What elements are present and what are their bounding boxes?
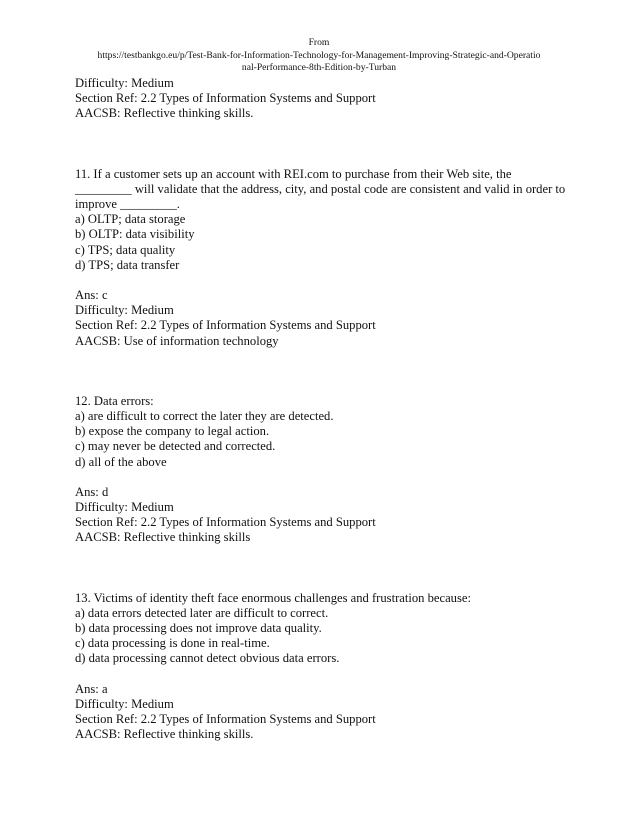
option-c: c) may never be detected and corrected. — [75, 439, 276, 454]
option-d: d) all of the above — [75, 454, 167, 469]
section-ref-line: Section Ref: 2.2 Types of Information Systems and Support — [75, 515, 376, 530]
difficulty-line: Difficulty: Medium — [75, 500, 174, 515]
option-d: d) TPS; data transfer — [75, 257, 180, 272]
option-c: c) data processing is done in real-time. — [75, 636, 270, 651]
option-b: b) OLTP: data visibility — [75, 227, 195, 242]
aacsb-line: AACSB: Reflective thinking skills — [75, 530, 251, 545]
source-header — [0, 37, 638, 75]
section-ref-line: Section Ref: 2.2 Types of Information Systems and Support — [75, 318, 376, 333]
option-a: a) data errors detected later are difficult to correct. — [75, 605, 329, 620]
question-stem-line: 13. Victims of identity theft face enormous challenges and frustration because: — [75, 590, 471, 605]
answer-line: Ans: a — [75, 681, 108, 696]
header-from-label: From — [308, 37, 330, 48]
question-11 — [75, 167, 575, 349]
option-d: d) data processing cannot detect obvious data errors. — [75, 651, 340, 666]
spacer — [75, 546, 575, 591]
document-body — [75, 76, 575, 743]
aacsb-line: AACSB: Use of information technology — [75, 333, 279, 348]
option-b: b) expose the company to legal action. — [75, 424, 270, 439]
question-stem-line: 12. Data errors: — [75, 393, 154, 408]
spacer — [75, 122, 575, 167]
question-13 — [75, 591, 575, 743]
spacer — [75, 349, 575, 394]
previous-question-meta — [75, 76, 575, 122]
difficulty-line: Difficulty: Medium — [75, 303, 174, 318]
header-url-line-2: nal-Performance-8th-Edition-by-Turban — [241, 62, 397, 73]
option-a: a) OLTP; data storage — [75, 212, 186, 227]
section-ref-line: Section Ref: 2.2 Types of Information Systems and Support — [75, 712, 376, 727]
aacsb-line: AACSB: Reflective thinking skills. — [75, 727, 254, 742]
question-12 — [75, 394, 575, 546]
spacer — [75, 273, 575, 288]
question-stem-line: improve _________. — [75, 197, 180, 212]
section-ref-line: Section Ref: 2.2 Types of Information Systems and Support — [75, 91, 376, 106]
difficulty-line: Difficulty: Medium — [75, 696, 174, 711]
option-c: c) TPS; data quality — [75, 242, 176, 257]
spacer — [75, 470, 575, 485]
difficulty-line: Difficulty: Medium — [75, 76, 174, 90]
spacer — [75, 667, 575, 682]
aacsb-line: AACSB: Reflective thinking skills. — [75, 106, 254, 121]
question-stem-line: 11. If a customer sets up an account with REI.com to purchase from their Web site, the — [75, 166, 512, 181]
answer-line: Ans: d — [75, 484, 109, 499]
answer-line: Ans: c — [75, 288, 108, 303]
question-stem-line: _________ will validate that the address, city, and postal code are consistent and valid in order to — [75, 181, 566, 196]
option-a: a) are difficult to correct the later they are detected. — [75, 409, 334, 424]
option-b: b) data processing does not improve data quality. — [75, 621, 322, 636]
header-url-line-1: https://testbankgo.eu/p/Test-Bank-for-Information-Technology-for-Management-Improving-Strategic-and-Operatio — [97, 49, 541, 61]
